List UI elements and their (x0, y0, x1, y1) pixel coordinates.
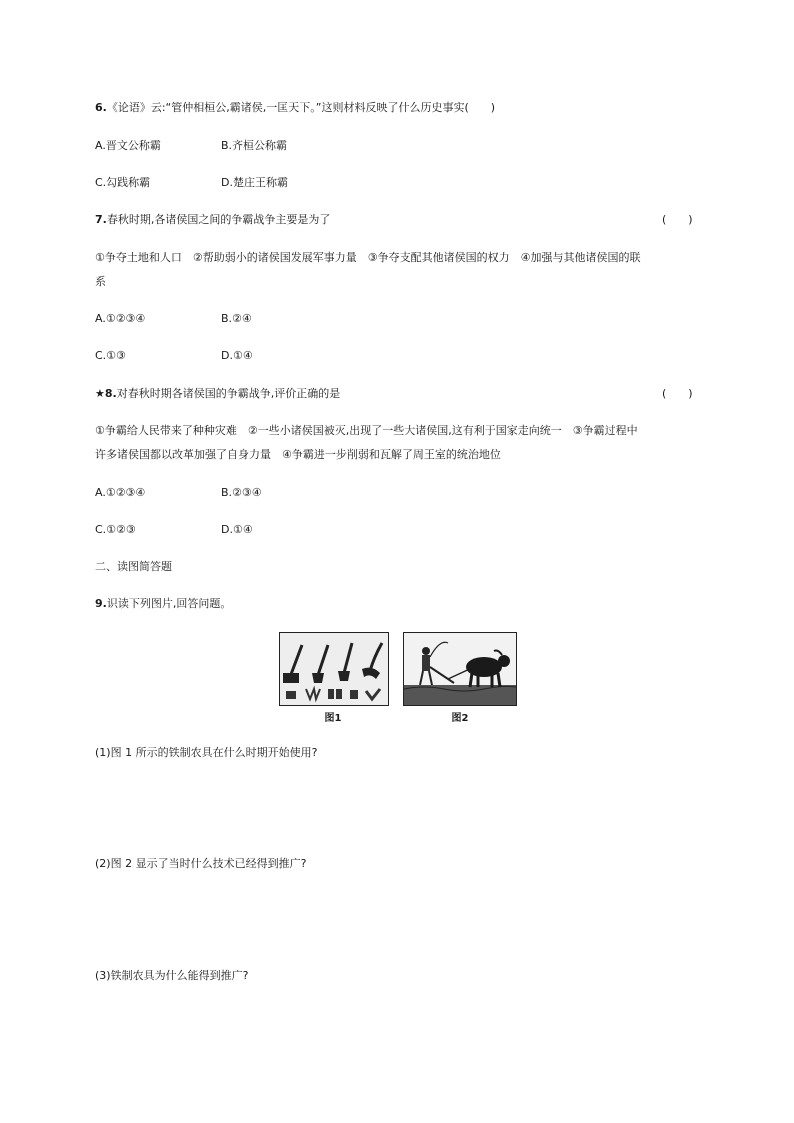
section-title: 二、读图简答题 (95, 560, 172, 573)
q6-number: 6. (95, 101, 107, 114)
q7-items-line1: ①争夺土地和人口 ②帮助弱小的诸侯国发展军事力量 ③争夺支配其他诸侯国的权力 ④加强与其他诸侯国的联 (95, 251, 641, 264)
q7-answer-paren: ( ) (662, 213, 693, 226)
q9-number: 9. (95, 597, 107, 610)
q6-option-d: D.楚庄王称霸 (221, 176, 288, 189)
q6-stem (95, 101, 495, 115)
q9-text: 识读下列图片,回答问题。 (106, 597, 232, 610)
q6-text: 《论语》云:“管仲相桓公,霸诸侯,一匡天下。”这则材料反映了什么历史事实( ) (106, 101, 496, 114)
q7-option-b: B.②④ (221, 312, 252, 325)
q8-option-d: D.①④ (221, 523, 253, 536)
q7-text: 春秋时期,各诸侯国之间的争霸战争主要是为了 (106, 213, 331, 226)
q7-option-a: A.①②③④ (95, 312, 146, 325)
figure-2-ox-plowing (403, 632, 517, 706)
q8-option-c: C.①②③ (95, 523, 136, 536)
q8-option-b: B.②③④ (221, 486, 262, 499)
q7-number: 7. (95, 213, 107, 226)
q9-stem (95, 597, 231, 611)
q9-subquestion-3: (3)铁制农具为什么能得到推广? (95, 969, 249, 982)
q9-subquestion-1: (1)图 1 所示的铁制农具在什么时期开始使用? (95, 746, 318, 759)
q8-items-line2: 许多诸侯国都以改革加强了自身力量 ④争霸进一步削弱和瓦解了周王室的统治地位 (95, 448, 501, 461)
figure-1-caption: 图1 (324, 713, 342, 724)
star-icon: ★ (95, 387, 105, 400)
q8-items-line1: ①争霸给人民带来了种种灾难 ②一些小诸侯国被灭,出现了一些大诸侯国,这有利于国家走向统一 ③争霸过程中 (95, 424, 638, 437)
q9-subquestion-2: (2)图 2 显示了当时什么技术已经得到推广? (95, 857, 307, 870)
q7-option-d: D.①④ (221, 349, 253, 362)
q8-number: 8. (104, 387, 117, 400)
q8-stem (95, 387, 340, 401)
q6-option-c: C.勾践称霸 (95, 176, 151, 189)
figure-1-iron-tools (279, 632, 389, 706)
q8-option-a: A.①②③④ (95, 486, 146, 499)
q6-option-b: B.齐桓公称霸 (221, 139, 288, 152)
figure-2-caption: 图2 (451, 713, 469, 724)
q8-answer-paren: ( ) (662, 387, 693, 400)
ox-plowing-illustration (404, 633, 516, 705)
q8-text: 对春秋时期各诸侯国的争霸战争,评价正确的是 (116, 387, 341, 400)
q7-items-line2: 系 (95, 275, 106, 288)
q7-option-c: C.①③ (95, 349, 126, 362)
q7-stem (95, 213, 330, 227)
q6-option-a: A.晋文公称霸 (95, 139, 161, 152)
iron-tools-illustration (280, 633, 388, 705)
